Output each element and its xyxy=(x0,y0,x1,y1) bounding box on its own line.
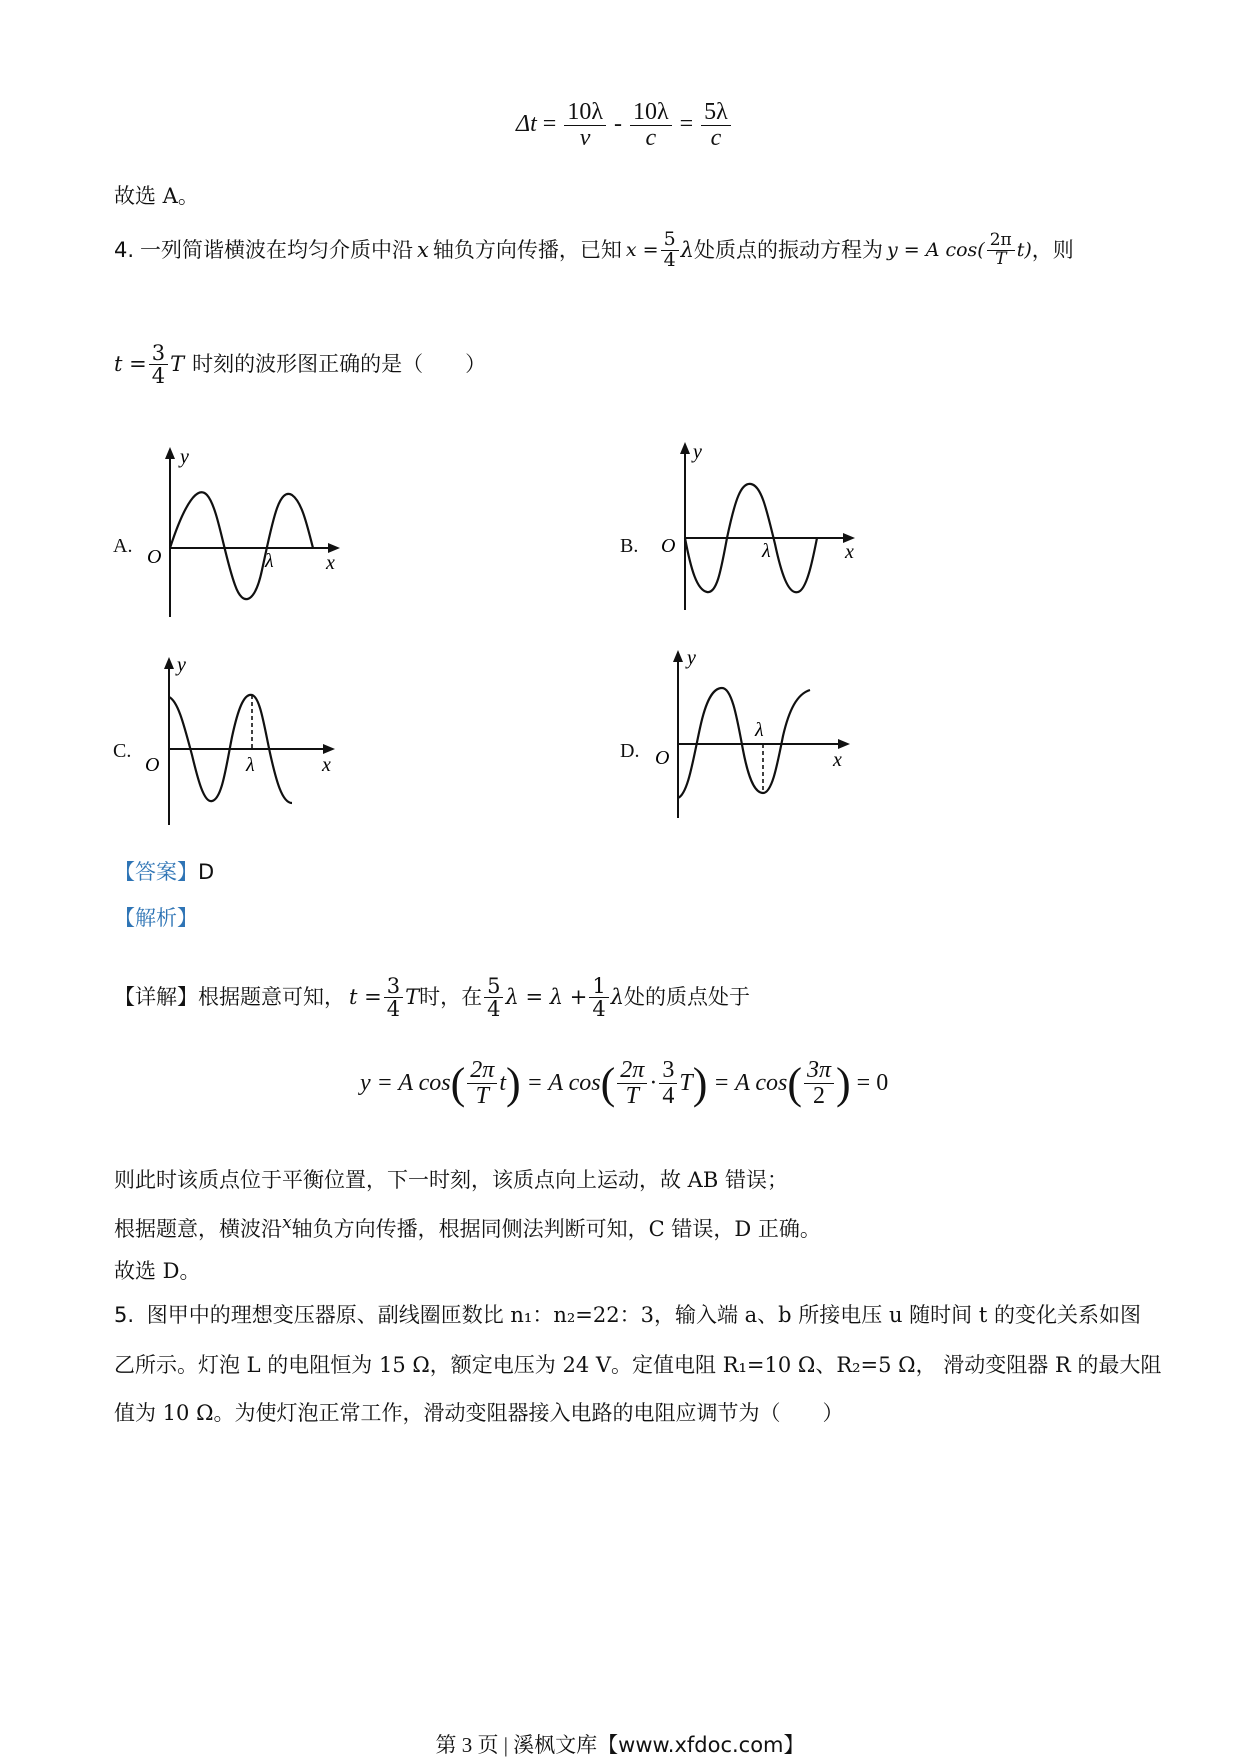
option-b-graph xyxy=(655,440,865,615)
conclusion-line-1: 则此时该质点位于平衡位置，下一时刻，该质点向上运动，故 AB 错误； xyxy=(114,1168,788,1192)
conclusion-line-3: 故选 D。 xyxy=(114,1259,201,1283)
question-4-line1: 4. 一列简谐横波在均匀介质中沿 x 轴负方向传播，已知 x = $\frac{5}{4}$ λ 处质点的振动方程为 y = A cos( $\frac{2\pi}{T}$ t) ，则 xyxy=(114,228,1074,271)
question-number: 4. xyxy=(114,237,135,262)
answer-line xyxy=(114,860,214,885)
eq-lhs: Δt xyxy=(516,111,537,138)
lambda-label: λ xyxy=(265,550,274,572)
conclusion-line-2: 根据题意，横波沿$^x$轴负方向传播，根据同侧法判断可知，C 错误，D 正确。 xyxy=(114,1213,821,1241)
eq-frac-3: $\frac{5\lambda}{c}$ xyxy=(701,100,731,151)
option-a-label: A. xyxy=(113,535,133,557)
wave-curve xyxy=(170,492,313,599)
y-label: y xyxy=(180,446,189,468)
option-b-label: B. xyxy=(620,535,639,557)
previous-answer: 故选 A。 xyxy=(114,184,199,208)
answer-tag: 【答案】 xyxy=(114,860,198,884)
eq-frac-2: $\frac{10\lambda}{c}$ xyxy=(630,100,672,151)
middle-equation: y = A cos ( $\frac{2\pi}{T}$ t ) = A cos ( $\frac{2\pi}{T}$ · $\frac{3}{4}$ T ) = A cos ( $\frac{3\pi}{2}$ ) = 0 xyxy=(360,1057,889,1110)
question-5-line3: 值为 10 Ω。为使灯泡正常工作，滑动变阻器接入电路的电阻应调节为（ ） xyxy=(114,1401,844,1425)
y-axis-arrow xyxy=(164,657,174,669)
question-5-line2: 乙所示。灯泡 L 的电阻恒为 15 Ω，额定电压为 24 V。定值电阻 R₁=10 Ω、R₂=5 Ω， 滑动变阻器 R 的最大阻 xyxy=(114,1353,1162,1377)
option-d-label: D. xyxy=(620,740,640,762)
option-a-graph xyxy=(140,445,350,620)
x-label: x xyxy=(845,541,854,563)
y-axis-arrow xyxy=(165,447,175,459)
x-label: x xyxy=(322,754,331,776)
origin-label: O xyxy=(147,546,162,568)
y-axis-arrow xyxy=(673,650,683,662)
detail-line: 【详解】 根据题意可知， t = $\frac{3}{4}$ T 时，在 $\frac{5}{4}$ λ = λ + $\frac{1}{4}$ λ 处的质点处于 xyxy=(114,974,751,1022)
origin-label: O xyxy=(145,754,160,776)
option-d-graph xyxy=(655,648,865,823)
x-label: x xyxy=(326,552,335,574)
x-label: x xyxy=(833,749,842,771)
answer-value: D xyxy=(198,860,215,884)
x-axis-arrow xyxy=(323,744,335,754)
option-c-graph xyxy=(140,655,350,830)
lambda-label: λ xyxy=(246,754,255,776)
question-5-line1: 5. 图甲中的理想变压器原、副线圈匝数比 n₁：n₂=22：3，输入端 a、b 所接电压 u 随时间 t 的变化关系如图 xyxy=(114,1303,1141,1327)
origin-label: O xyxy=(655,747,670,769)
footer-site-link[interactable]: www.xfdoc.com xyxy=(618,1733,784,1757)
y-label: y xyxy=(693,441,702,463)
lambda-label: λ xyxy=(755,719,764,741)
question-4-line2: t = $\frac{3}{4}$ T 时刻的波形图正确的是（ ） xyxy=(114,341,487,389)
y-label: y xyxy=(177,655,186,676)
y-label: y xyxy=(687,648,696,669)
lambda-label: λ xyxy=(762,540,771,562)
option-c-label: C. xyxy=(113,740,132,762)
eq-frac-1: $\frac{10\lambda}{v}$ xyxy=(564,100,606,151)
y-axis-arrow xyxy=(680,442,690,454)
question-number: 5. xyxy=(114,1303,135,1327)
origin-label: O xyxy=(661,535,676,557)
footer-page: 第 3 页 | 溪枫文库【 xyxy=(435,1733,619,1757)
analysis-tag: 【解析】 xyxy=(114,906,198,930)
x-axis-arrow xyxy=(838,739,850,749)
page-footer: 第 3 页 | 溪枫文库【www.xfdoc.com】 xyxy=(435,1733,805,1757)
top-equation: Δt = $\frac{10\lambda}{v}$ - $\frac{10\lambda}{c}$ = $\frac{5\lambda}{c}$ xyxy=(516,100,733,151)
detail-tag: 【详解】 xyxy=(114,984,198,1009)
